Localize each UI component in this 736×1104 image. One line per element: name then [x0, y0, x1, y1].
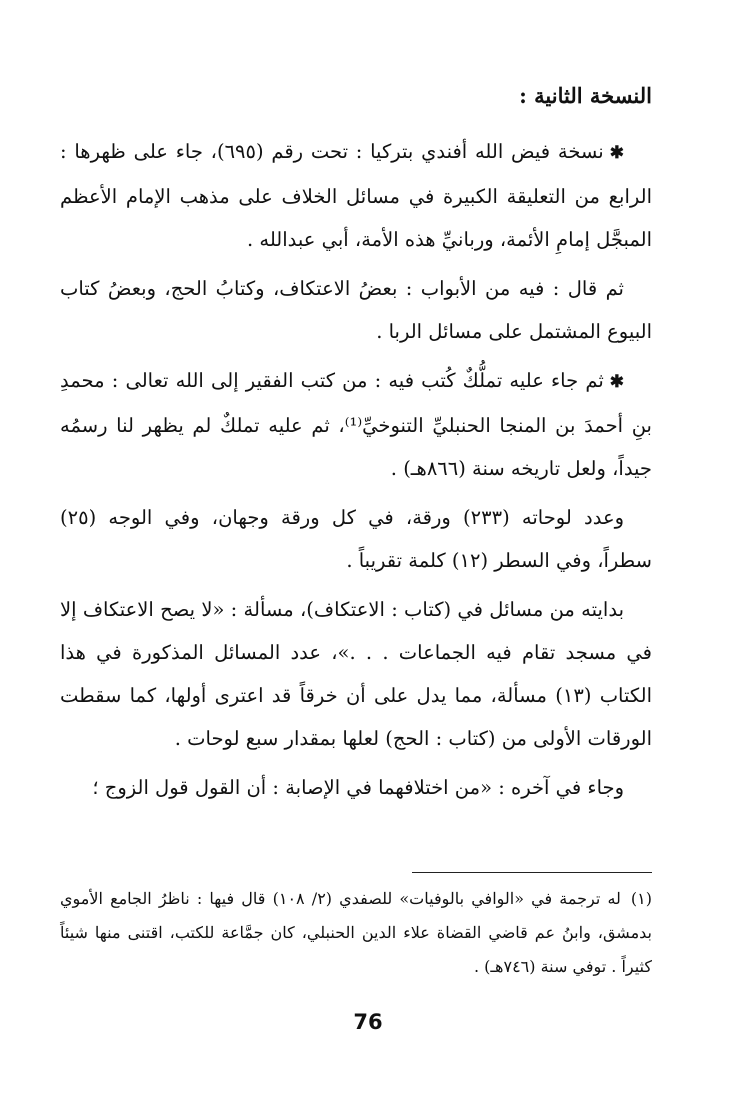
paragraph-text: وجاء في آخره : «من اختلافهما في الإصابة : أن القول قول الزوج ؛ — [92, 776, 624, 799]
paragraph-text: ثم جاء عليه تملُّكٌ كُتب فيه : من كتب الفقير إلى الله تعالى : محمدِ بنِ أحمدَ بن المنجا الحنبليِّ التنوخيِّ⁽¹⁾، ثم عليه تملكٌ لم يظهر لنا رسمُه جيداً، ولعل تاريخه سنة (٨٦٦هـ) . — [60, 369, 652, 480]
paragraph-folio-count — [60, 496, 652, 582]
footnote-number: (١) — [630, 889, 653, 908]
paragraph-ownership — [60, 359, 652, 490]
paragraph-text: وعدد لوحاته (٢٣٣) ورقة، في كل ورقة وجهان، وفي الوجه (٢٥) سطراً، وفي السطر (١٢) كلمة تقريباً . — [60, 506, 652, 572]
paragraph-text: نسخة فيض الله أفندي بتركيا : تحت رقم (٦٩٥)، جاء على ظهرها : الرابع من التعليقة الكبيرة في مسائل الخلاف على مذهب الإمام الأعظم المبجَّل إمامِ الأئمة، وربانيِّ هذه الأمة، أبي عبدالله . — [60, 140, 652, 251]
star-marker-icon — [610, 140, 624, 163]
footnote-text: له ترجمة في «الوافي بالوفيات» للصفدي (٢/ ١٠٨) قال فيها : ناظرُ الجامع الأموي بدمشق، وابنُ عم قاضي القضاة علاء الدين الحنبلي، كان جمَّاعة للكتب، اقتنى منها شيئاً كثيراً . توفي سنة (٧٤٦هـ) . — [60, 889, 652, 976]
page-body — [60, 70, 652, 815]
paragraph-beginning — [60, 588, 652, 760]
page-number: 76 — [353, 1010, 383, 1034]
footnote — [60, 882, 652, 984]
star-marker-icon — [610, 369, 624, 392]
paragraph-text: ثم قال : فيه من الأبواب : بعضُ الاعتكاف، وكتابُ الحج، وبعضُ كتاب البيوع المشتمل على مسائل الربا . — [60, 277, 652, 343]
section-heading: النسخة الثانية : — [519, 83, 652, 108]
paragraph-ending — [60, 766, 652, 809]
paragraph-text: بدايته من مسائل في (كتاب : الاعتكاف)، مسألة : «لا يصح الاعتكاف إلا في مسجد تقام فيه الجماعات . . .»، عدد المسائل المذكورة في هذا الكتاب (١٣) مسألة، مما يدل على أن خرقاً قد اعترى أولها، كما سقطت الورقات الأولى من (كتاب : الحج) لعلها بمقدار سبع لوحات . — [60, 598, 652, 750]
paragraph-manuscript-description — [60, 130, 652, 261]
footnote-divider — [412, 872, 652, 873]
paragraph-contents — [60, 267, 652, 353]
